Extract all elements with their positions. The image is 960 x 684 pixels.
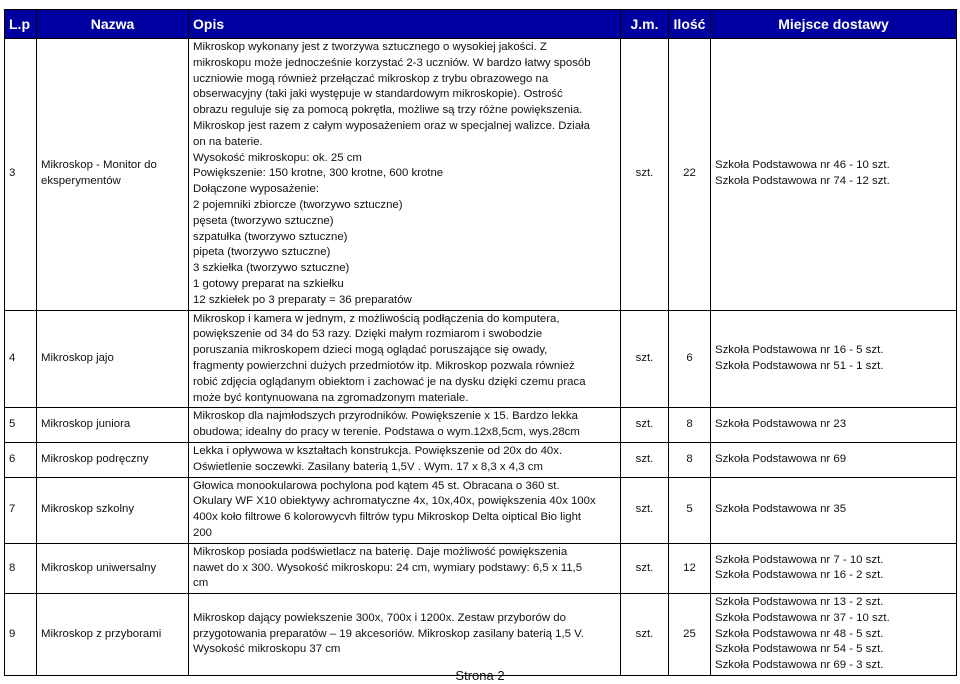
opis-line: uczniowie mogą również przełączać mikroskop z trybu obrazowego na <box>193 72 549 85</box>
opis-line: on na baterie. <box>193 135 263 148</box>
row-jm: szt. <box>621 543 669 593</box>
table-row <box>5 39 957 311</box>
miejsce-line: Szkoła Podstawowa nr 74 - 12 szt. <box>715 175 890 188</box>
row-lp: 9 <box>5 594 37 676</box>
opis-line: nawet do x 300. Wysokość mikroskopu: 24 cm, wymiary podstawy: 6,5 x 11,5 <box>193 561 583 574</box>
row-nazwa: Mikroskop uniwersalny <box>37 543 189 593</box>
opis-line: obserwacyjny (taki jaki występuje w standardowym mikroskopie). Ostrość <box>193 88 563 101</box>
row-nazwa: Mikroskop - Monitor do eksperymentów <box>37 39 189 311</box>
miejsce-line: Szkoła Podstawowa nr 35 <box>715 503 847 516</box>
row-ilosc: 8 <box>669 408 711 443</box>
miejsce-line: Szkoła Podstawowa nr 51 - 1 szt. <box>715 359 884 372</box>
opis-line: Mikroskop jest razem z całym wyposażeniem oraz w specjalnej walizce. Działa <box>193 119 590 132</box>
opis-line: może być kontynuowana na zgromadzonym materiale. <box>193 391 469 404</box>
header-ilosc: Ilość <box>669 10 711 39</box>
row-miejsce <box>711 543 957 593</box>
row-miejsce <box>711 408 957 443</box>
row-opis <box>189 477 621 543</box>
table-row <box>5 310 957 408</box>
row-opis <box>189 310 621 408</box>
row-miejsce <box>711 442 957 477</box>
row-jm: szt. <box>621 310 669 408</box>
miejsce-line: Szkoła Podstawowa nr 69 - 3 szt. <box>715 659 884 672</box>
row-opis <box>189 442 621 477</box>
row-lp: 8 <box>5 543 37 593</box>
opis-line: powiększenie od 34 do 53 razy. Dzięki małym rozmiarom i swobodzie <box>193 328 543 341</box>
opis-line: Mikroskop wykonany jest z tworzywa sztucznego o wysokiej jakości. Z <box>193 41 547 53</box>
opis-line: Powiększenie: 150 krotne, 300 krotne, 600 krotne <box>193 167 444 180</box>
opis-line: Mikroskop dający powiekszenie 300x, 700x i 1200x. Zestaw przyborów do <box>193 611 566 624</box>
row-ilosc: 8 <box>669 442 711 477</box>
header-nazwa: Nazwa <box>37 10 189 39</box>
row-miejsce <box>711 477 957 543</box>
opis-line: Wysokość mikroskopu: ok. 25 cm <box>193 151 362 164</box>
miejsce-line: Szkoła Podstawowa nr 7 - 10 szt. <box>715 553 884 566</box>
opis-line: Mikroskop i kamera w jednym, z możliwością podłączenia do komputera, <box>193 312 560 325</box>
row-ilosc: 5 <box>669 477 711 543</box>
row-ilosc: 6 <box>669 310 711 408</box>
row-jm: szt. <box>621 408 669 443</box>
opis-line: 2 pojemniki zbiorcze (tworzywo sztuczne) <box>193 198 403 211</box>
row-lp: 7 <box>5 477 37 543</box>
opis-line: Mikroskop posiada podświetlacz na baterię. Daje możliwość powiększenia <box>193 545 568 558</box>
row-lp: 4 <box>5 310 37 408</box>
row-lp: 3 <box>5 39 37 311</box>
opis-line: przygotowania preparatów – 19 akcesoriów. Mikroskop zasilany baterią 1,5 V. <box>193 627 584 640</box>
row-opis <box>189 39 621 311</box>
row-jm: szt. <box>621 39 669 311</box>
opis-line: Dołączone wyposażenie: <box>193 183 320 196</box>
opis-line: robić zdjęcia oglądanym obiektom i zachować je na dysku dzięki czemu praca <box>193 375 586 388</box>
row-ilosc: 22 <box>669 39 711 311</box>
opis-line: fragmenty powierzchni dużych przedmiotów itp. Mikroskop pozwala również <box>193 359 575 372</box>
opis-line: szpatułka (tworzywo sztuczne) <box>193 230 348 243</box>
opis-line: Oświetlenie soczewki. Zasilany baterią 1,5V . Wym. 17 x 8,3 x 4,3 cm <box>193 460 543 473</box>
header-miejsce: Miejsce dostawy <box>711 10 957 39</box>
table-row <box>5 477 957 543</box>
opis-line: mikroskopu może jednocześnie korzystać 2-3 uczniów. W bardzo łatwy sposób <box>193 56 591 69</box>
opis-line: 400x koło filtrowe 6 kolorowycvh filtrów typu Mikroskop Delta oiptical Bio light <box>193 511 582 524</box>
table-row <box>5 442 957 477</box>
miejsce-line: Szkoła Podstawowa nr 48 - 5 szt. <box>715 627 884 640</box>
table-header-row <box>5 10 957 39</box>
row-lp: 5 <box>5 408 37 443</box>
row-nazwa: Mikroskop szkolny <box>37 477 189 543</box>
miejsce-line: Szkoła Podstawowa nr 16 - 5 szt. <box>715 344 884 357</box>
opis-line: 1 gotowy preparat na szkiełku <box>193 277 344 290</box>
opis-line: pęseta (tworzywo sztuczne) <box>193 214 334 227</box>
header-opis: Opis <box>189 10 621 39</box>
header-jm: J.m. <box>621 10 669 39</box>
miejsce-line: Szkoła Podstawowa nr 16 - 2 szt. <box>715 569 884 582</box>
opis-line: 200 <box>193 526 213 539</box>
row-jm: szt. <box>621 442 669 477</box>
row-ilosc: 25 <box>669 594 711 676</box>
table-row <box>5 408 957 443</box>
opis-line: Lekka i opływowa w kształtach konstrukcja. Powiększenie od 20x do 40x. <box>193 444 563 457</box>
opis-line: cm <box>193 577 209 590</box>
table-row <box>5 594 957 676</box>
row-opis <box>189 408 621 443</box>
opis-line: 12 szkiełek po 3 preparaty = 36 preparatów <box>193 293 412 306</box>
header-lp: L.p <box>5 10 37 39</box>
row-opis <box>189 543 621 593</box>
miejsce-line: Szkoła Podstawowa nr 69 <box>715 452 847 465</box>
miejsce-line: Szkoła Podstawowa nr 54 - 5 szt. <box>715 643 884 656</box>
miejsce-line: Szkoła Podstawowa nr 13 - 2 szt. <box>715 596 884 609</box>
row-nazwa: Mikroskop podręczny <box>37 442 189 477</box>
opis-line: obrazu reguluje się za pomocą pokrętła, możliwe są trzy różne powiększenia. <box>193 104 583 117</box>
table-row <box>5 543 957 593</box>
miejsce-line: Szkoła Podstawowa nr 23 <box>715 418 847 431</box>
row-ilosc: 12 <box>669 543 711 593</box>
row-jm: szt. <box>621 594 669 676</box>
opis-line: Głowica monookularowa pochylona pod kątem 45 st. Obracana o 360 st. <box>193 479 560 492</box>
row-miejsce <box>711 39 957 311</box>
miejsce-line: Szkoła Podstawowa nr 37 - 10 szt. <box>715 611 890 624</box>
row-nazwa: Mikroskop jajo <box>37 310 189 408</box>
opis-line: obudowa; idealny do pracy w terenie. Podstawa o wym.12x8,5cm, wys.28cm <box>193 426 580 439</box>
opis-line: poruszania mikroskopem dzieci mogą oglądać poruszające się owady, <box>193 344 548 357</box>
row-miejsce <box>711 594 957 676</box>
miejsce-line: Szkoła Podstawowa nr 46 - 10 szt. <box>715 159 890 172</box>
opis-line: 3 szkiełka (tworzywo sztuczne) <box>193 262 350 275</box>
row-nazwa: Mikroskop z przyborami <box>37 594 189 676</box>
row-opis <box>189 594 621 676</box>
opis-line: pipeta (tworzywo sztuczne) <box>193 246 331 259</box>
row-miejsce <box>711 310 957 408</box>
row-jm: szt. <box>621 477 669 543</box>
opis-line: Okulary WF X10 obiektywy achromatyczne 4x, 10x,40x, powiększenia 40x 100x <box>193 495 596 508</box>
opis-line: Wysokość mikroskopu 37 cm <box>193 643 341 656</box>
row-lp: 6 <box>5 442 37 477</box>
page-footer: Strona 2 <box>455 668 505 683</box>
row-nazwa: Mikroskop juniora <box>37 408 189 443</box>
order-table <box>4 9 957 676</box>
opis-line: Mikroskop dla najmłodszych przyrodników. Powiększenie x 15. Bardzo lekka <box>193 410 578 423</box>
